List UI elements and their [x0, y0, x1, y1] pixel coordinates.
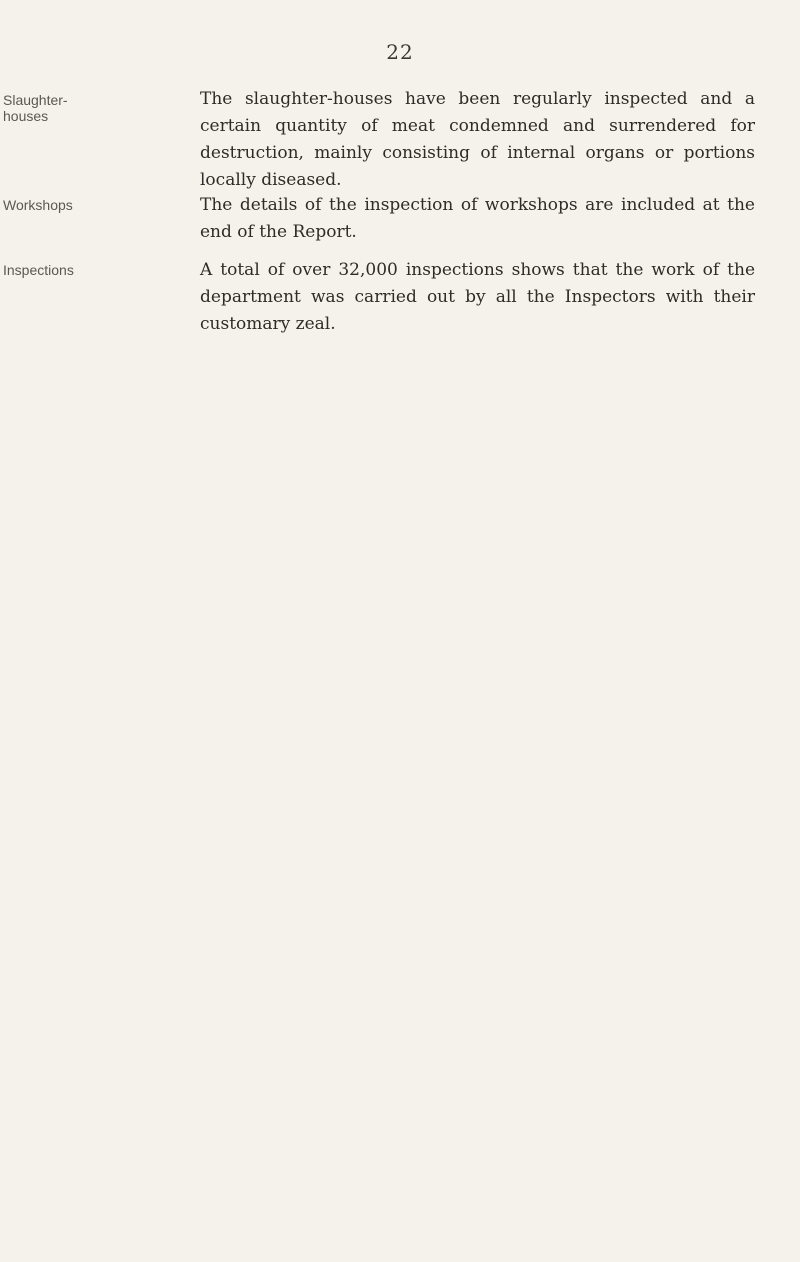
paragraph-inspections: A total of over 32,000 inspections shows that the work of the department was carried out by all the Inspectors with their customary zeal. [200, 260, 755, 334]
paragraph-workshops: The details of the inspection of workshops are included at the end of the Report. [200, 195, 755, 242]
side-heading-slaughter-houses: Slaughter- houses [3, 92, 68, 124]
side-heading-inspections: Inspections [3, 262, 74, 278]
side-heading-workshops: Workshops [3, 197, 73, 213]
page-number: 22 [386, 40, 414, 64]
paragraph-slaughter-houses: The slaughter-houses have been regularly inspected and a certain quantity of meat condemned and surrendered for destruction, mainly consisting of internal organs or portions locally diseased. [200, 89, 755, 190]
